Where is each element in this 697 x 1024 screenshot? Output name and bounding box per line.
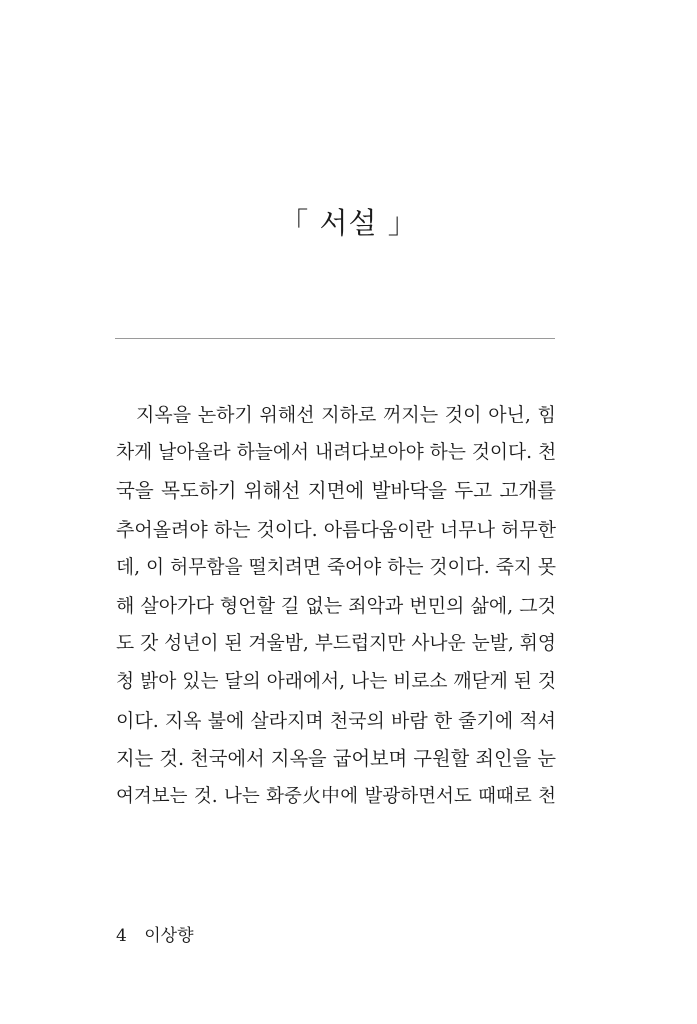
text-line: 지옥을 논하기 위해선 지하로 꺼지는 것이 아닌, 힘 bbox=[136, 404, 556, 426]
text-line: 청 밝아 있는 달의 아래에서, 나는 비로소 깨닫게 된 것 bbox=[116, 671, 556, 693]
text-line: 여겨보는 것. 나는 화중火中에 발광하면서도 때때로 천 bbox=[116, 785, 556, 807]
text-line: 데, 이 허무함을 떨치려면 죽어야 하는 것이다. 죽지 못 bbox=[116, 556, 556, 578]
text-line: 국을 목도하기 위해선 지면에 발바닥을 두고 고개를 bbox=[116, 479, 556, 503]
text-line: 차게 날아올라 하늘에서 내려다보아야 하는 것이다. 천 bbox=[116, 442, 557, 464]
title-divider bbox=[115, 338, 555, 339]
text-line: 해 살아가다 형언할 길 없는 죄악과 번민의 삶에, 그것 bbox=[116, 594, 556, 617]
text-line: 지는 것. 천국에서 지옥을 굽어보며 구원할 죄인을 눈 bbox=[116, 746, 556, 770]
page-footer bbox=[116, 924, 194, 948]
page-number: 4 bbox=[116, 926, 127, 946]
body-paragraph bbox=[116, 396, 556, 816]
chapter-title: 「 서설 」 bbox=[279, 206, 418, 240]
text-line: 이다. 지옥 불에 살라지며 천국의 바람 한 줄기에 적셔 bbox=[116, 709, 556, 732]
text-line: 도 갓 성년이 된 겨울밤, 부드럽지만 사나운 눈발, 휘영 bbox=[116, 633, 556, 655]
text-line: 추어올려야 하는 것이다. 아름다움이란 너무나 허무한 bbox=[116, 518, 557, 541]
running-title: 이상향 bbox=[144, 926, 194, 946]
